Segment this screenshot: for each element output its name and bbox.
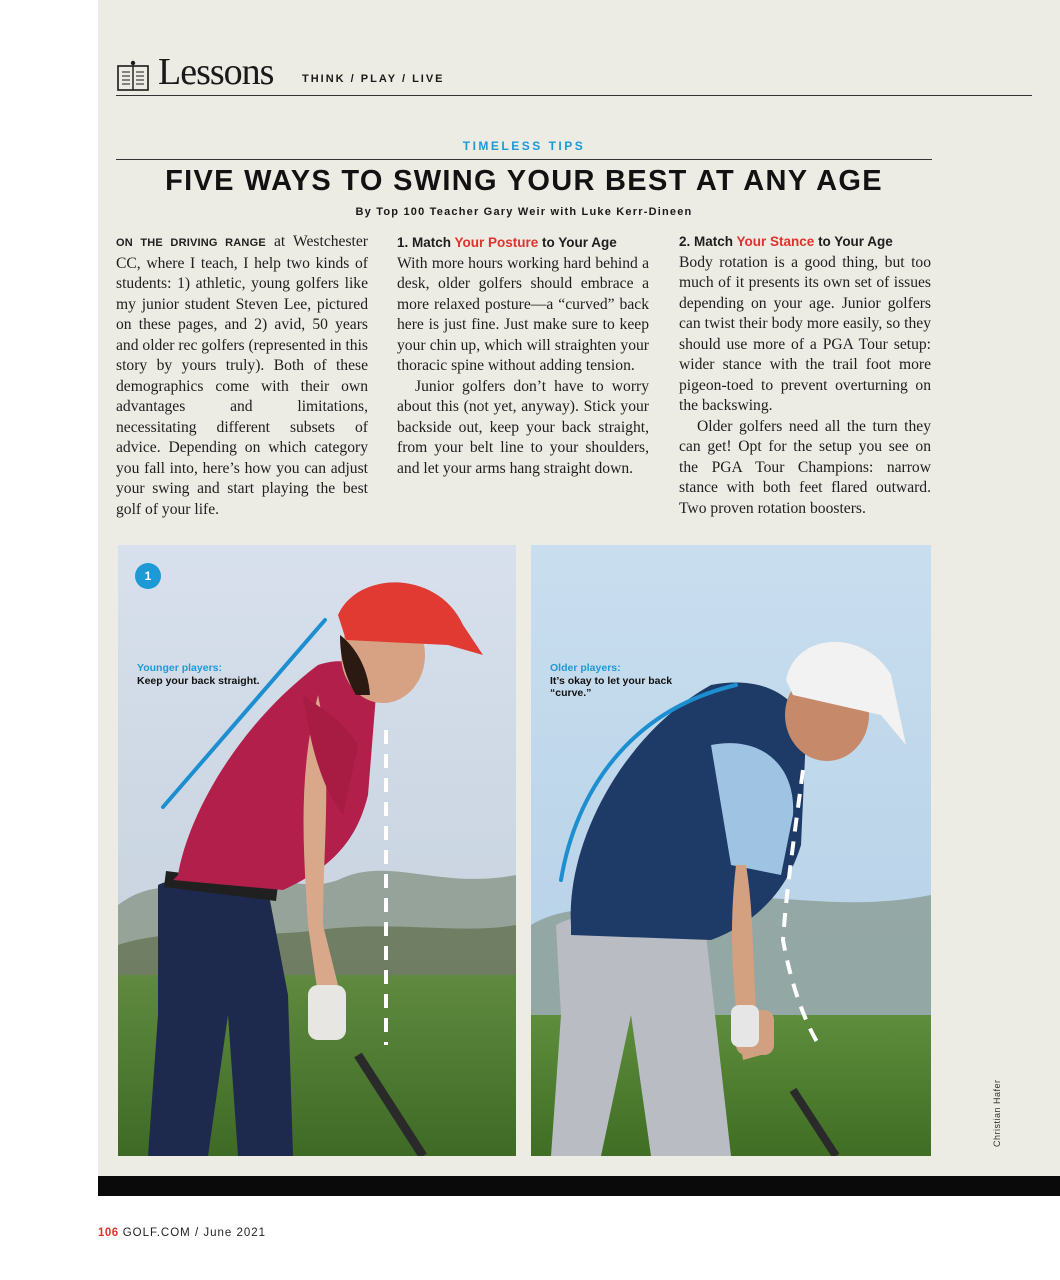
page-number: 106 [98,1227,119,1239]
step-number-badge: 1 [135,563,161,589]
caption-younger-head: Younger players: [137,662,222,674]
caption-older-head: Older players: [550,662,621,674]
tip2-heading-accent: Your Stance [736,234,815,249]
tip1-paragraph-2: Junior golfers don’t have to worry about this (not yet, anyway). Stick your backside out, keep your back straight, from your belt line to your shoulders, and let your arms hang straight down. [397,377,649,477]
book-icon [116,60,150,94]
article-kicker: TIMELESS TIPS [462,139,586,153]
section-subtitle: THINK / PLAY / LIVE [302,73,445,85]
intro-lead-in: ON THE DRIVING RANGE [116,237,266,249]
page-folio [98,1227,266,1239]
section-title: Lessons [158,51,274,93]
tip1-heading-accent: Your Posture [454,235,539,250]
photo-credit: Christian Hafer [992,1079,1002,1147]
header-rule [116,95,1032,96]
photo-younger-player [118,545,516,1156]
tip2-column [679,232,931,519]
article-headline: FIVE WAYS TO SWING YOUR BEST AT ANY AGE [165,165,883,197]
article-byline: By Top 100 Teacher Gary Weir with Luke Kerr-Dineen [355,206,693,218]
section-header [116,51,1032,96]
intro-column [116,232,368,520]
caption-older [550,662,690,700]
tip2-heading-suffix: to Your Age [814,234,893,249]
tip2-heading-prefix: 2. Match [679,234,737,249]
caption-younger-text: Keep your back straight. [137,674,260,687]
photo-older-player [531,545,931,1156]
tip1-column [397,233,649,479]
tip1-paragraph-1: With more hours working hard behind a desk, older golfers should embrace a more relaxed posture—a “curved” back here is just fine. Just make sure to keep your chin up, which will straighten your thoracic spine without adding tension. [397,254,649,374]
title-rule [116,159,932,160]
caption-younger [137,662,267,687]
publication-info: GOLF.COM / June 2021 [122,1227,267,1239]
tip2-paragraph-1: Body rotation is a good thing, but too much of it presents its own set of issues depending on your age. Junior golfers can twist their body more easily, so they should use more of a PGA Tour setup: wider stance with the trail foot more pigeon-toed to prevent overturning on the backswing. [679,253,931,414]
tip2-heading [679,232,931,253]
tip1-heading-suffix: to Your Age [538,235,617,250]
footer-bar [98,1176,1060,1196]
tip1-heading [397,233,649,254]
tip1-heading-prefix: 1. Match [397,235,455,250]
tip2-paragraph-2: Older golfers need all the turn they can get! Opt for the setup you see on the PGA Tour Champions: narrow stance with both feet flared outward. Two proven rotation boosters. [679,417,931,517]
intro-body: at Westchester CC, where I teach, I help two kinds of students: 1) athletic, young golfers like my junior student Steven Lee, pictured on these pages, and 2) avid, 50 years and older rec golfers (represented in this story by yours truly). Both of these demographics come with their own advantages and limitations, necessitating different subsets of advice. Depending on which category you fall into, here’s how you can adjust your swing and start playing the best golf of your life. [116,233,368,518]
caption-older-text: It’s okay to let your back “curve.” [550,674,673,699]
